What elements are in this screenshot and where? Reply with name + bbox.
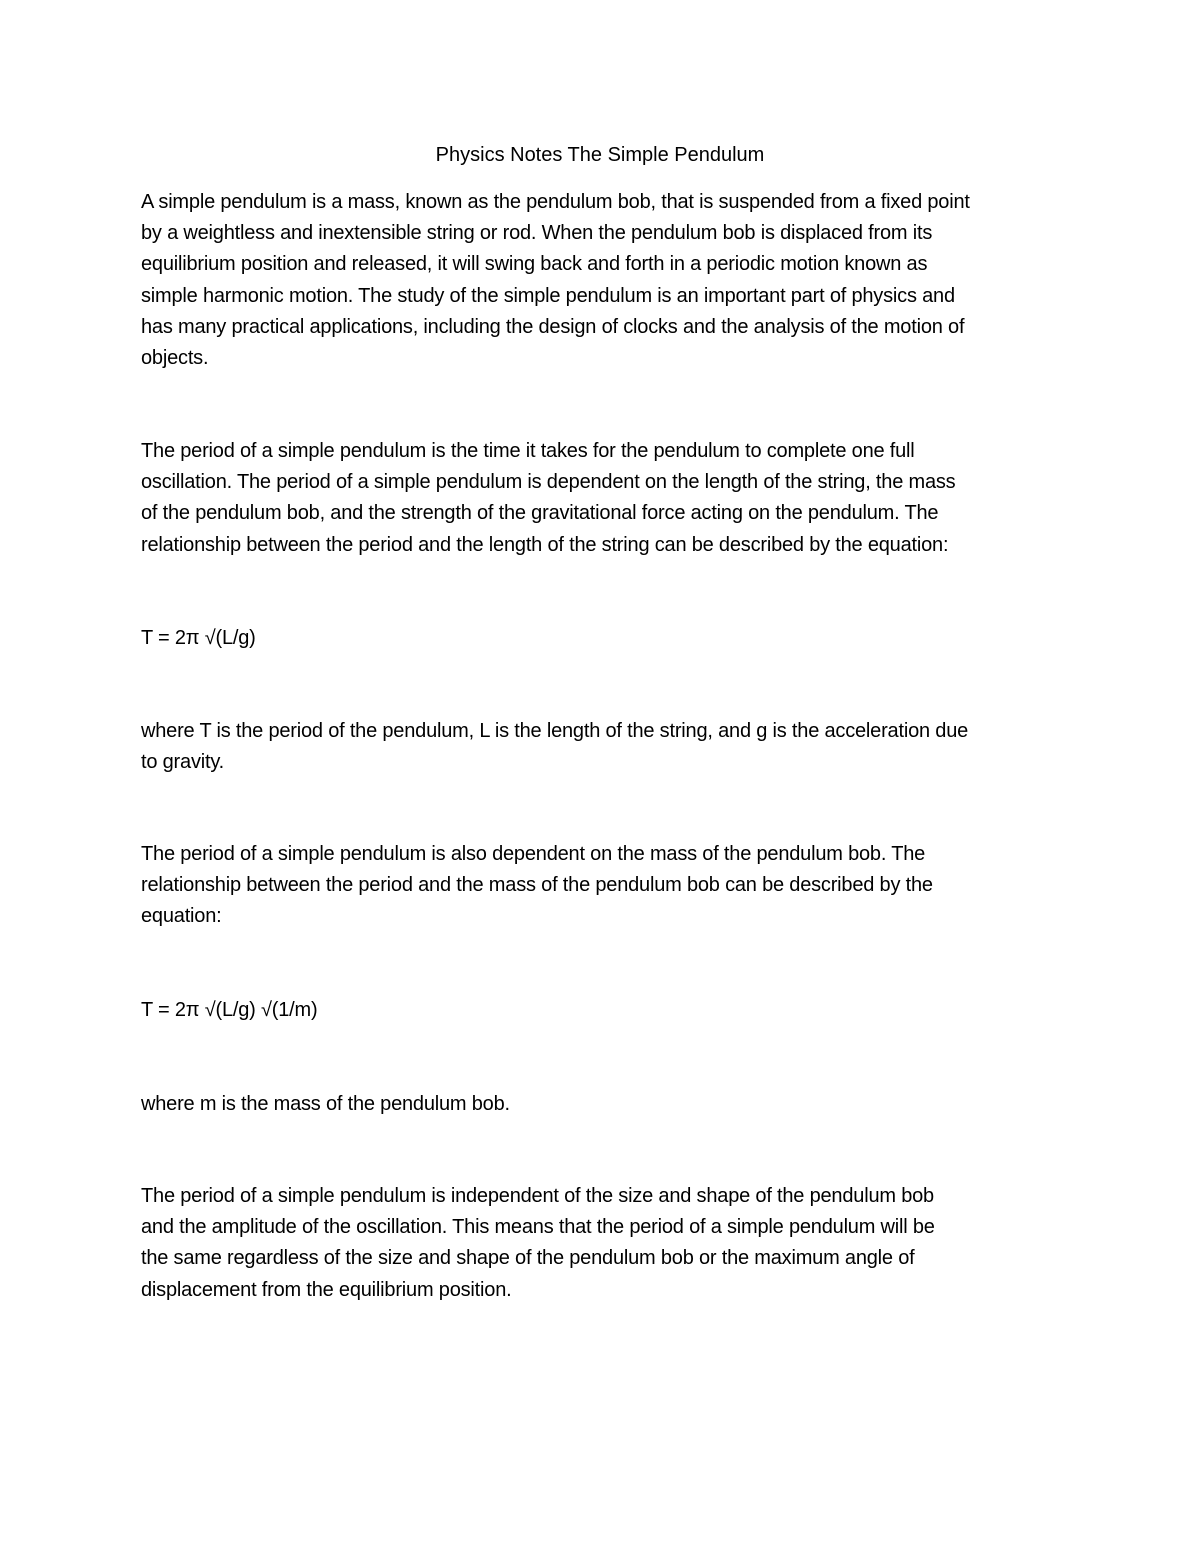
text-line: relationship between the period and the length of the string can be described by the equation: [141,533,949,556]
text-line: has many practical applications, including the design of clocks and the analysis of the motion of [141,315,965,338]
text-line: where m is the mass of the pendulum bob. [141,1093,510,1115]
equation-mass [141,995,1071,1026]
text-line: oscillation. The period of a simple pendulum is dependent on the length of the string, the mass [141,471,956,494]
text-line: of the pendulum bob, and the strength of the gravitational force acting on the pendulum. The [141,502,939,525]
text-line: The period of a simple pendulum is also dependent on the mass of the pendulum bob. The [141,843,926,865]
text-line: by a weightless and inextensible string or rod. When the pendulum bob is displaced from its [141,222,933,245]
text-line: relationship between the period and the mass of the pendulum bob can be described by the [141,874,933,897]
text-line: The period of a simple pendulum is the time it takes for the pendulum to complete one full [141,440,915,462]
text-line: simple harmonic motion. The study of the simple pendulum is an important part of physics and [141,284,955,307]
text-line: the same regardless of the size and shape of the pendulum bob or the maximum angle of [141,1247,915,1270]
text-line: where T is the period of the pendulum, L is the length of the string, and g is the acceleration due [141,720,969,742]
equation-length [141,623,1071,654]
paragraph-definition [141,187,1071,374]
paragraph-mass [141,839,1071,933]
text-line: and the amplitude of the oscillation. This means that the period of a simple pendulum will be [141,1216,935,1239]
paragraph-independence [141,1181,1071,1306]
paragraph-variables [141,716,1071,778]
equation-line: T = 2π √(L/g) √(1/m) [141,999,318,1021]
text-line: objects. [141,347,209,370]
text-line: equation: [141,905,222,928]
text-line: A simple pendulum is a mass, known as the pendulum bob, that is suspended from a fixed point [141,191,970,213]
paragraph-mass-variable [141,1089,1071,1120]
equation-line: T = 2π √(L/g) [141,627,256,649]
text-line: displacement from the equilibrium position. [141,1278,512,1301]
text-line: The period of a simple pendulum is independent of the size and shape of the pendulum bob [141,1185,934,1207]
page-title: Physics Notes The Simple Pendulum [435,144,765,166]
paragraph-period [141,436,1071,561]
text-line: to gravity. [141,751,225,774]
text-line: equilibrium position and released, it will swing back and forth in a periodic motion known as [141,253,928,276]
